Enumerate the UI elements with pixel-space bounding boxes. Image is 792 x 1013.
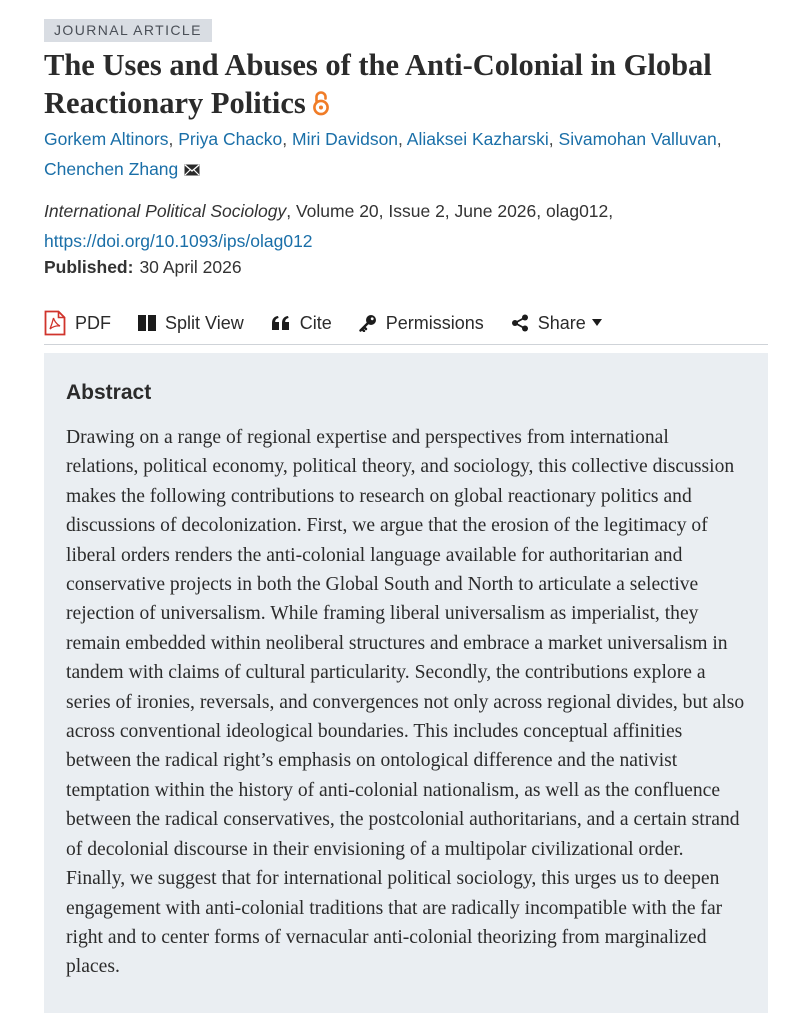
- published-label: Published:: [44, 257, 134, 277]
- split-view-label: Split View: [165, 312, 244, 333]
- author-separator: ,: [716, 129, 722, 149]
- cite-button[interactable]: [271, 313, 332, 334]
- pdf-file-icon: [44, 310, 66, 336]
- abstract-text: Drawing on a range of regional expertise and perspectives from international relations, political economy, political theory, and sociology, this collective discussion makes the following contributions to research on global reactionary politics and discussions of decolonization. First, we argue that the erosion of the legitimacy of liberal orders renders the anti-colonial language available for authoritarian and conservative projects in both the Global South and North to articulate a selective rejection of universalism. While framing liberal universalism as imperialist, they remain embedded within neoliberal structures and embrace a market universalism in tandem with claims of cultural particularity. Secondly, the contributions explore a series of ironies, reversals, and convergences not only across regional divides, but also across conventional ideological boundaries. This includes conceptual affinities between the radical right’s emphasis on ontological difference and the nativist temptation within the history of anti-colonial nationalism, as well as the confluence between the radical conservatives, the postcolonial authoritarians, and a certain strand of decolonial discourse in their envisioning of a multipolar civilizational order. Finally, we suggest that for international political sociology, this urges us to deepen engagement with anti-colonial traditions that are radically incompatible with the far right and to center forms of vernacular anti-colonial theorizing from marginalized places.: [66, 427, 745, 978]
- author-link[interactable]: Aliaksei Kazharski: [406, 129, 549, 149]
- article-title: [44, 46, 764, 125]
- cite-label: Cite: [299, 312, 332, 333]
- share-button[interactable]: [511, 313, 602, 334]
- journal-name: International Political Sociology: [44, 201, 287, 221]
- published-date: 30 April 2026: [139, 257, 242, 277]
- author-separator: ,: [548, 129, 559, 149]
- abstract-section: [44, 353, 768, 1013]
- author-list: [44, 124, 764, 185]
- doi-link[interactable]: https://doi.org/10.1093/ips/olag012: [44, 231, 313, 251]
- share-label: Share: [537, 312, 586, 333]
- caret-down-icon: [592, 319, 602, 327]
- author-link[interactable]: Gorkem Altinors: [44, 129, 169, 149]
- published-date-row: [44, 254, 242, 280]
- permissions-label: Permissions: [385, 312, 484, 333]
- author-link[interactable]: Sivamohan Valluvan: [558, 129, 717, 149]
- citation-info: [44, 196, 764, 256]
- article-toolbar: [44, 305, 768, 341]
- permissions-button[interactable]: [359, 313, 484, 334]
- toolbar-divider: [44, 344, 768, 345]
- citation-details: , Volume 20, Issue 2, June 2026, olag012,: [286, 201, 614, 221]
- split-view-button[interactable]: [138, 313, 244, 334]
- key-icon: [359, 314, 377, 332]
- author-link[interactable]: Chenchen Zhang: [44, 159, 179, 179]
- author-link[interactable]: Priya Chacko: [178, 129, 283, 149]
- pdf-button[interactable]: [44, 310, 111, 336]
- envelope-icon[interactable]: [184, 155, 200, 185]
- quote-icon: [271, 315, 291, 331]
- abstract-heading: Abstract: [66, 381, 152, 404]
- article-type-badge: JOURNAL ARTICLE: [44, 19, 212, 42]
- pdf-label: PDF: [75, 312, 111, 333]
- author-separator: ,: [168, 129, 179, 149]
- author-link[interactable]: Miri Davidson: [292, 129, 399, 149]
- open-access-lock-icon: [312, 87, 330, 125]
- split-view-icon: [138, 315, 156, 331]
- share-icon: [511, 314, 529, 332]
- author-separator: ,: [282, 129, 293, 149]
- author-separator: ,: [398, 129, 407, 149]
- article-title-text: The Uses and Abuses of the Anti-Colonial in Global Reactionary Politics: [44, 48, 712, 120]
